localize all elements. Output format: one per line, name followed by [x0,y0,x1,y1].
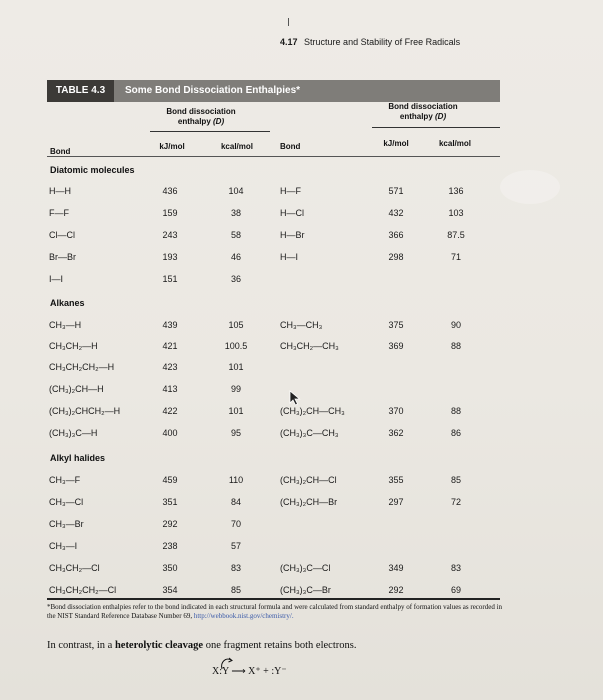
cell-kc1: 95 [230,428,241,438]
cell-kc1: 58 [230,230,241,240]
photo-glare [500,170,560,204]
cell-b1: Br—Br [49,252,76,262]
cell-kj2: 369 [388,341,404,351]
bde-header-left-symbol: (D) [213,117,225,126]
cell-kc1: 36 [230,274,241,284]
cell-kc2: 83 [450,563,461,573]
cell-b1: H—H [49,186,71,196]
cell-kc1: 84 [230,497,241,507]
cell-kc1: 46 [230,252,241,262]
cell-kj2: 432 [388,208,404,218]
cell-kc2: 88 [450,341,461,351]
cell-kj2: 297 [388,497,404,507]
cell-kc1: 99 [230,384,241,394]
cell-b2: (CH₃)₃C—CH₃ [280,428,339,438]
cell-kj2: 571 [388,186,404,196]
cell-b1: (CH₃)₃C—H [49,428,98,438]
cell-kj2: 349 [388,563,404,573]
cell-b1: CH₃CH₂—Cl [49,563,100,573]
cell-kj2: 370 [388,406,404,416]
section-alkyl-halides: Alkyl halides [50,453,106,463]
cell-kj2: 298 [388,252,404,262]
margin-mark [288,18,289,26]
cell-kc2: 85 [450,475,461,485]
bde-header-right-line2 [368,112,478,122]
cell-kj1: 151 [162,274,178,284]
running-head [280,37,460,47]
cell-kj2: 362 [388,428,404,438]
col-kcal-left: kcal/mol [220,142,253,151]
cell-kc2: 71 [450,252,461,262]
cell-kc1: 83 [230,563,241,573]
cell-kj1: 436 [162,186,178,196]
header-rule-left [150,131,270,132]
cell-b1: CH₃CH₂CH₂—H [49,362,115,372]
bde-header-left-line2 [146,117,256,127]
cell-b1: (CH₃)₂CHCH₂—H [49,406,121,416]
cell-b1: CH₃—Cl [49,497,84,507]
bde-header-right-enthalpy: enthalpy [399,112,433,121]
cell-kj1: 459 [162,475,178,485]
cell-b2: CH₃CH₂—CH₃ [280,341,339,351]
cell-b2: (CH₃)₃C—Br [280,585,331,595]
cell-b1: CH₃—F [49,475,81,485]
table-title: Some Bond Dissociation Enthalpies* [125,85,301,96]
col-kj-right: kJ/mol [383,139,409,148]
col-kj-left: kJ/mol [159,142,185,151]
bde-header-right [368,102,478,122]
cell-kj2: 355 [388,475,404,485]
cell-kj1: 400 [162,428,178,438]
heterolytic-equation: X:Y ⟶ X⁺ + :Y⁻ [212,666,287,677]
cell-kc1: 100.5 [224,341,248,351]
footnote-link[interactable]: http://webbook.nist.gov/chemistry/. [193,612,294,620]
cell-kj2: 366 [388,230,404,240]
cell-b2: CH₃—CH₃ [280,320,323,330]
cell-kc1: 57 [230,541,241,551]
bde-header-right-symbol: (D) [435,112,447,121]
cell-kc2: 72 [450,497,461,507]
cell-kc1: 70 [230,519,241,529]
para-after: one fragment retains both electrons. [203,640,357,651]
cell-b2: H—Br [280,230,305,240]
table-number: TABLE 4.3 [47,80,114,102]
cell-kc1: 104 [228,186,244,196]
cell-b2: (CH₃)₃C—Cl [280,563,331,573]
section-diatomic: Diatomic molecules [50,165,135,175]
cell-kj1: 413 [162,384,178,394]
cell-kc1: 38 [230,208,241,218]
cell-kj1: 422 [162,406,178,416]
col-kcal-right: kcal/mol [438,139,471,148]
cell-b1: CH₃—I [49,541,78,551]
cell-b1: CH₃CH₂CH₂—Cl [49,585,117,595]
section-alkanes: Alkanes [50,298,85,308]
cell-b2: (CH₃)₂CH—Cl [280,475,337,485]
bde-header-left-enthalpy: enthalpy [177,117,211,126]
cell-b1: CH₃—Br [49,519,84,529]
table-footnote [47,603,507,621]
cell-kj1: 423 [162,362,178,372]
cell-kc2: 88 [450,406,461,416]
cell-kj1: 350 [162,563,178,573]
cell-kc1: 110 [228,475,244,485]
cell-kc2: 69 [450,585,461,595]
cell-b2: H—F [280,186,301,196]
cell-kj2: 375 [388,320,404,330]
bde-header-left [146,107,256,127]
cell-kj1: 439 [162,320,178,330]
cell-kc1: 105 [228,320,244,330]
cell-b1: CH₃—H [49,320,82,330]
col-bond-left: Bond [50,147,71,156]
table-bottom-rule [47,598,500,600]
page-number: 4.17 [280,37,298,47]
cell-kc2: 86 [450,428,461,438]
cell-b1: F—F [49,208,69,218]
cell-kj1: 354 [162,585,178,595]
mouse-cursor-icon [289,390,301,406]
para-bold: heterolytic cleavage [114,640,204,651]
cell-kj1: 421 [162,341,178,351]
cell-b1: I—I [49,274,64,284]
cell-kc2: 103 [448,208,464,218]
cell-b1: CH₃CH₂—H [49,341,98,351]
cell-b2: H—Cl [280,208,304,218]
header-rule-right [372,127,500,128]
para-before: In contrast, in a [47,640,115,651]
footnote-text: *Bond dissociation enthalpies refer to the bond indicated in each structural formula and were calculated from standard enthalpy of formation values as recorded in the NIST Standard Reference Database Number 69, [47,603,503,620]
cell-b2: (CH₃)₂CH—Br [280,497,338,507]
section-title: Structure and Stability of Free Radicals [304,37,461,47]
cell-b1: (CH₃)₂CH—H [49,384,104,394]
cell-kj1: 193 [162,252,178,262]
bde-header-right-line1: Bond dissociation [388,102,458,111]
cell-kj1: 243 [162,230,178,240]
cell-kc1: 101 [228,406,244,416]
cell-b1: Cl—Cl [49,230,75,240]
bde-header-left-line1: Bond dissociation [166,107,236,116]
cell-kc1: 85 [230,585,241,595]
col-bond-right: Bond [280,142,301,151]
cell-kj2: 292 [388,585,404,595]
cell-kj1: 238 [162,541,178,551]
cell-b2: H—I [280,252,298,262]
cell-kc1: 101 [228,362,244,372]
cell-b2: (CH₃)₂CH—CH₃ [280,406,345,416]
cell-kj1: 159 [162,208,178,218]
cell-kj1: 351 [162,497,178,507]
cell-kc2: 87.5 [447,230,465,240]
cell-kc2: 136 [448,186,464,196]
header-bottom-rule [47,156,500,157]
body-paragraph [47,640,356,651]
cell-kc2: 90 [450,320,461,330]
cell-kj1: 292 [162,519,178,529]
